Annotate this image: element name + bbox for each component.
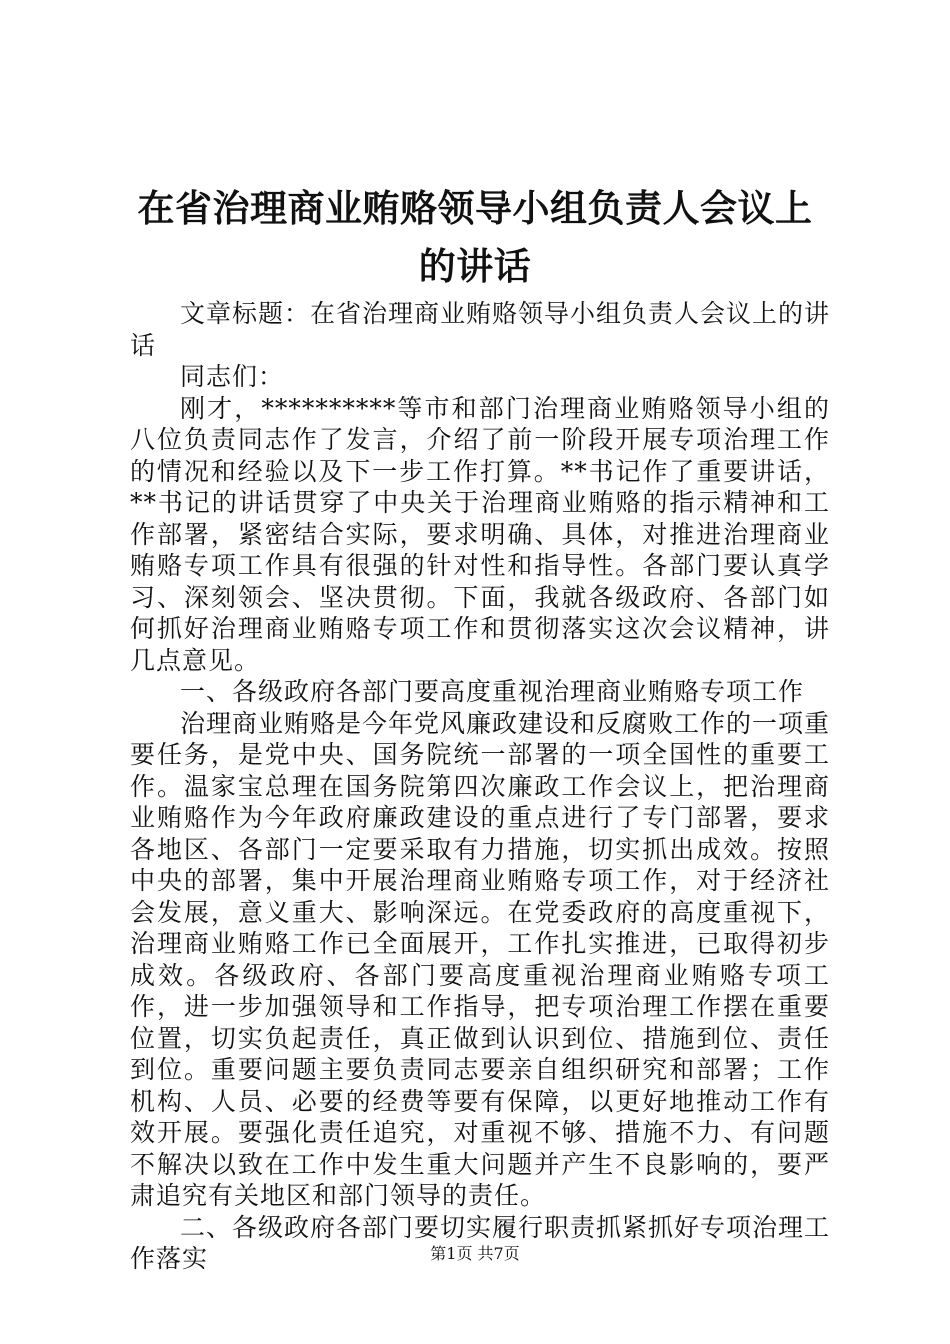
section-heading-1: 一、各级政府各部门要高度重视治理商业贿赂专项工作 — [180, 677, 805, 706]
page-number-footer: 第1页 共7页 — [430, 1244, 520, 1263]
section-heading-2: 二、各级政府各部门要切实履行职责抓紧抓好专项治理工作落实 — [130, 1212, 831, 1273]
document-body — [130, 298, 830, 1275]
salutation: 同志们： — [180, 362, 285, 391]
paragraph-section-1: 治理商业贿赂是今年党风廉政建设和反腐败工作的一项重要任务，是党中央、国务院统一部署的一项全国性的重要工作。温家宝总理在国务院第四次廉政工作会议上，把治理商业贿赂作为今年政府廉政建设的重点进行了专门部署，要求各地区、各部门一定要采取有力措施，切实抓出成效。按照中央的部署，集中开展治理商业贿赂专项工作，对于经济社会发展，意义重大、影响深远。在党委政府的高度重视下，治理商业贿赂工作已全面展开，工作扎实推进，已取得初步成效。各级政府、各部门要高度重视治理商业贿赂专项工作，进一步加强领导和工作指导，把专项治理工作摆在重要位置，切实负起责任，真正做到认识到位、措施到位、责任到位。重要问题主要负责同志要亲自组织研究和部署；工作机构、人员、必要的经费等要有保障，以更好地推动工作有效开展。要强化责任追究，对重视不够、措施不力、有问题不解决以致在工作中发生重大问题并产生不良影响的，要严肃追究有关地区和部门领导的责任。 — [130, 708, 831, 1210]
paragraph-intro: 刚才，**********等市和部门治理商业贿赂领导小组的八位负责同志作了发言，介绍了前一阶段开展专项治理工作的情况和经验以及下一步工作打算。**书记作了重要讲话，**书记的讲话贯穿了中央关于治理商业贿赂的指示精神和工作部署，紧密结合实际，要求明确、具体，对推进治理商业贿赂专项工作具有很强的针对性和指导性。各部门要认真学习、深刻领会、坚决贯彻。下面，我就各级政府、各部门如何抓好治理商业贿赂专项工作和贯彻落实这次会议精神，讲几点意见。 — [130, 393, 830, 675]
article-title-line: 文章标题：在省治理商业贿赂领导小组负责人会议上的讲话 — [130, 299, 831, 360]
document-title: 在省治理商业贿赂领导小组负责人会议上的讲话 — [137, 187, 813, 288]
